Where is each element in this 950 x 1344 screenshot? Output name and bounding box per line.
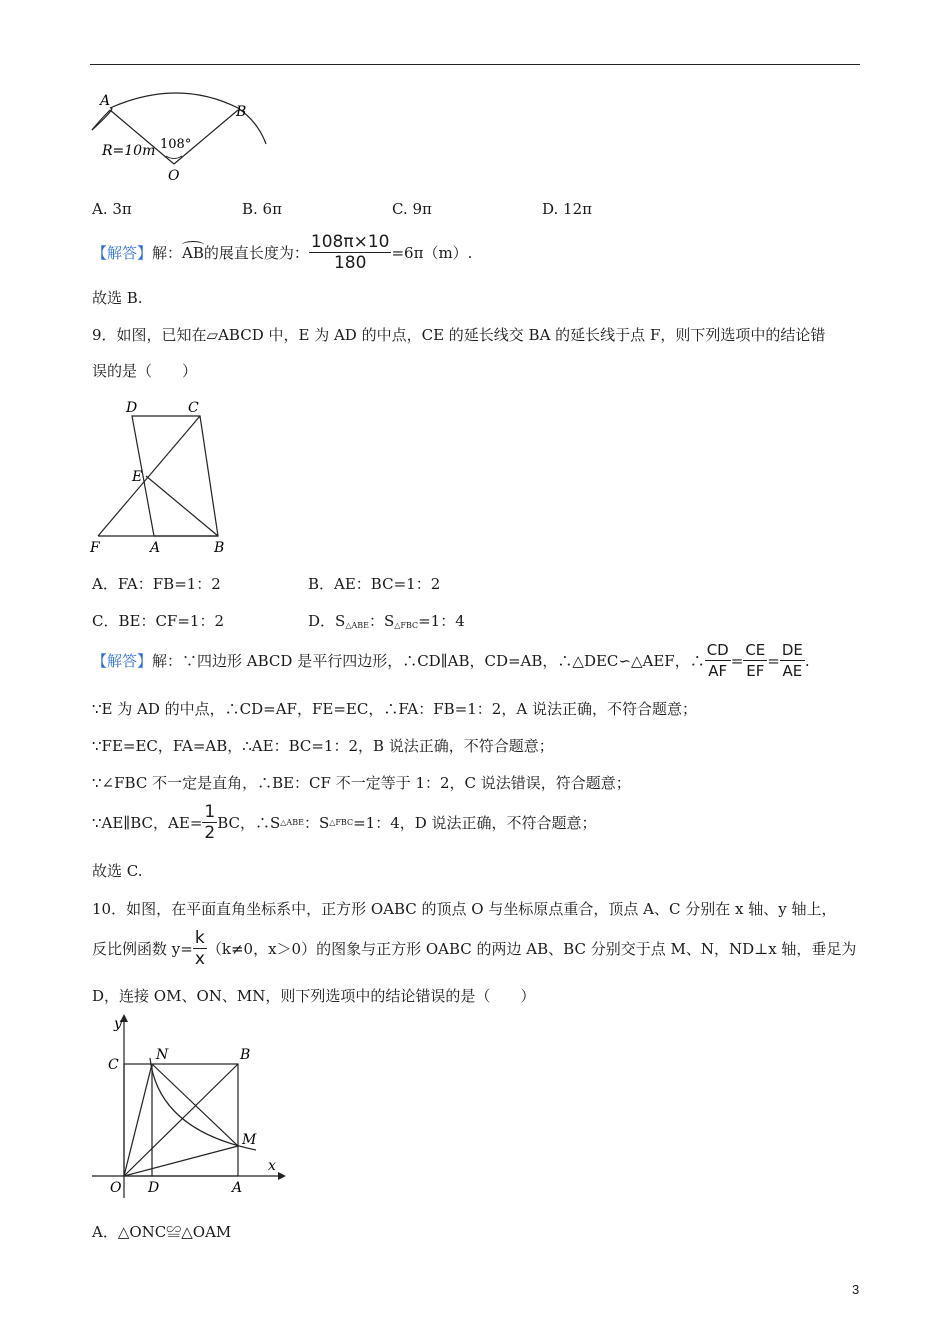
q9-solution-line2: ∵E 为 AD 的中点，∴CD=AF，FE=EC，∴FA：FB=1：2，A 说法正确，不符合题意； — [92, 700, 697, 718]
sol-result: =6π（m）. — [391, 244, 473, 262]
label-M: M — [242, 1132, 257, 1148]
q8-arc-figure — [88, 88, 273, 188]
frac-cd-af: $\frac{CD}{AF}$ — [706, 641, 729, 680]
label-A: A — [232, 1180, 243, 1196]
line-OB — [124, 1064, 238, 1176]
frac-k-x: $\frac{k}{x}$ — [194, 928, 205, 969]
line-ON — [124, 1064, 152, 1176]
label-angle: 108° — [160, 137, 192, 152]
q10-option-a: A．△ONC≌△OAM — [92, 1223, 232, 1241]
q8-conclusion: 故选 B. — [92, 289, 143, 307]
q9-solution-line5: ∵AE∥BC，AE= $\frac{1}{2}$ BC，∴S △ABE ：S △FBC =1：4，D 说法正确，不符合题意； — [92, 802, 597, 843]
sol-fraction: $\frac{108\pi\times 10}{180}$ — [310, 232, 390, 273]
q8-option-b: B. 6π — [242, 200, 282, 218]
angle-mark — [166, 156, 182, 159]
q9-option-d: D．$S_{\triangle ABE}$：$S_{\triangle FBC}=1$：4 — [308, 612, 465, 630]
label-C: C — [188, 400, 199, 416]
q10-stem-line1: 10．如图，在平面直角坐标系中，正方形 OABC 的顶点 O 与坐标原点重合，顶点 A、C 分别在 x 轴、y 轴上， — [92, 900, 837, 918]
q9-conclusion: 故选 C. — [92, 862, 143, 880]
label-D: D — [148, 1180, 160, 1196]
arc-ab-label: AB — [182, 243, 204, 262]
q8-option-c: C. 9π — [392, 200, 432, 218]
sol-prefix: 解： — [152, 244, 183, 262]
label-N: N — [156, 1047, 169, 1063]
hyperbola-curve — [150, 1058, 256, 1150]
q10-coordinate-figure — [92, 1012, 288, 1200]
label-E: E — [132, 469, 143, 485]
label-D: D — [126, 400, 138, 416]
q9-solution-line3: ∵FE=EC，FA=AB，∴AE：BC=1：2，B 说法正确，不符合题意； — [92, 737, 554, 755]
header-rule — [90, 64, 860, 65]
label-radius: R=10m — [102, 143, 156, 159]
q9-solution-line1: 【解答】 解：∵四边形 ABCD 是平行四边形，∴CD∥AB，CD=AB，∴△DEC∽△AEF，∴ $\frac{CD}{AF}$ = $\frac{CE}{EF}$ = $\frac{DE}{AE}$ . — [92, 641, 810, 680]
parallelogram-ABCD — [132, 416, 218, 536]
label-B: B — [236, 104, 247, 120]
label-O: O — [168, 168, 180, 184]
label-F: F — [90, 540, 100, 556]
q8-option-a: A. 3π — [92, 200, 132, 218]
label-O: O — [110, 1180, 122, 1196]
q9-option-b: B．AE：BC=1：2 — [308, 575, 441, 593]
q9-solution-line4: ∵∠FBC 不一定是直角，∴BE：CF 不一定等于 1：2，C 说法错误，符合题意； — [92, 774, 631, 792]
line-OM — [124, 1146, 238, 1176]
line-CF — [98, 416, 200, 536]
arc-left-tail — [92, 110, 110, 130]
q8-solution — [92, 232, 472, 273]
q9-stem-line2: 误的是（ ） — [92, 362, 198, 380]
q9-parallelogram-figure — [88, 396, 238, 558]
x-axis-arrow — [278, 1172, 286, 1180]
label-C: C — [108, 1057, 119, 1073]
q8-option-d: D. 12π — [542, 200, 592, 218]
solution-tag: 【解答】 — [92, 244, 153, 262]
page-number: 3 — [852, 1282, 860, 1297]
q9-option-a: A．FA：FB=1：2 — [92, 575, 221, 593]
label-A: A — [150, 540, 161, 556]
q9-option-c: C．BE：CF=1：2 — [92, 612, 224, 630]
label-x: x — [268, 1158, 276, 1174]
label-y: y — [114, 1016, 122, 1032]
label-B: B — [214, 540, 225, 556]
sol-text: 的展直长度为： — [203, 244, 309, 262]
frac-de-ae: $\frac{DE}{AE}$ — [781, 641, 803, 680]
frac-one-half: $\frac{1}{2}$ — [204, 802, 216, 843]
q9-stem-line1: 9．如图，已知在▱ABCD 中，E 为 AD 的中点，CE 的延长线交 BA 的延长线于点 F，则下列选项中的结论错 — [92, 326, 826, 344]
label-A: A — [100, 93, 111, 109]
q10-stem-line3: D，连接 OM、ON、MN，则下列选项中的结论错误的是（ ） — [92, 987, 536, 1005]
line-EB — [146, 476, 218, 536]
frac-ce-ef: $\frac{CE}{EF}$ — [745, 641, 766, 680]
solution-tag: 【解答】 — [92, 652, 153, 670]
q10-stem-line2: 反比例函数 y= $\frac{k}{x}$ （k≠0，x＞0）的图象与正方形 OABC 的两边 AB、BC 分别交于点 M、N，ND⊥x 轴，垂足为 — [92, 928, 857, 969]
label-B: B — [240, 1047, 251, 1063]
